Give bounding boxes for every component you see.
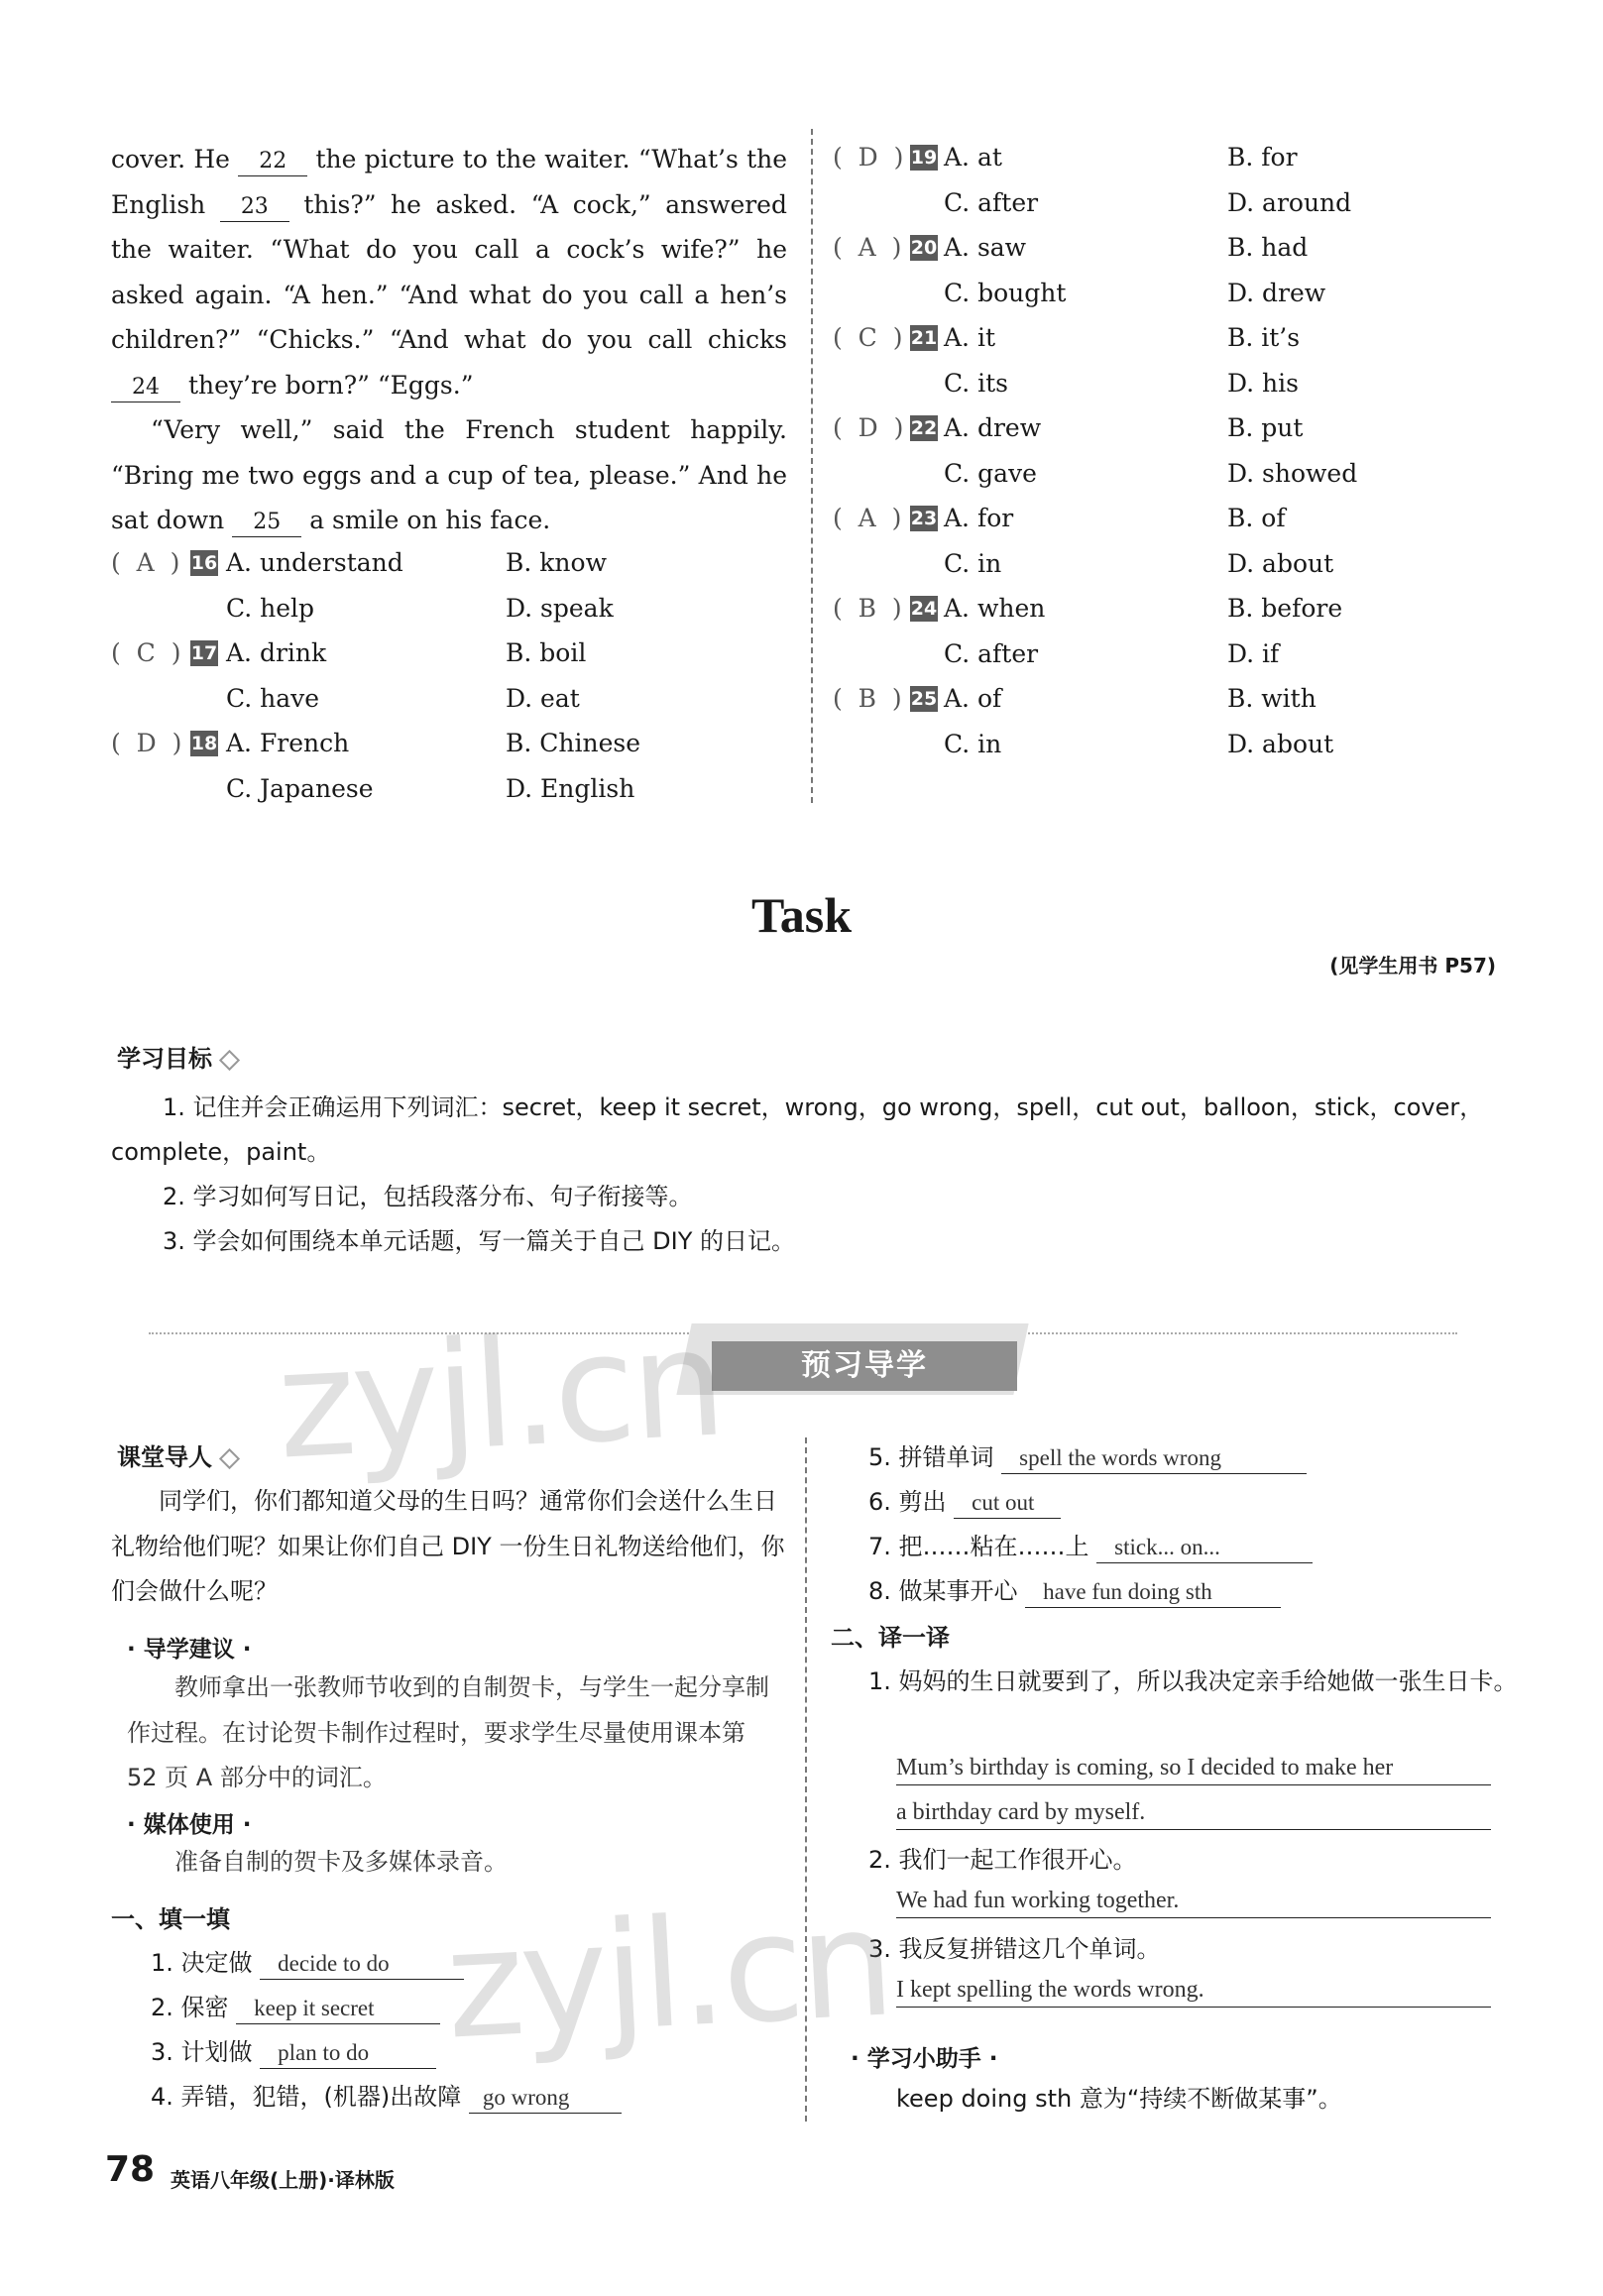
- question-number: 22: [910, 417, 938, 439]
- translate-prompt: 3. 我反复拼错这几个单词。: [868, 1935, 1161, 1963]
- helper-text: keep doing sth 意为“持续不断做某事”。: [896, 2085, 1342, 2113]
- question-21: [833, 315, 1507, 405]
- question-20: [833, 225, 1507, 315]
- passage-text: they’re born?” “Eggs.”: [187, 370, 474, 400]
- option-d[interactable]: D. about: [1227, 548, 1334, 578]
- blank-24: 24: [111, 374, 180, 402]
- passage-text: this?” he asked. “A cock,” answered the waiter. “What do you call a cock’s wife?” he asked again. “A hen.” “And what do you call a hen’s children?” “Chicks.” “And what do you call chicks: [111, 189, 787, 354]
- passage-text: cover. He: [111, 145, 230, 173]
- fill-answer[interactable]: decide to do: [260, 1949, 464, 1980]
- answer-paren: ( D ): [833, 413, 904, 442]
- fill-answer[interactable]: plan to do: [260, 2038, 436, 2069]
- question-number: 21: [910, 327, 938, 349]
- option-a[interactable]: A. for: [944, 504, 1014, 532]
- fill-label: 4. 弄错，犯错，(机器)出故障: [151, 2083, 462, 2111]
- question-number: 18: [190, 733, 218, 754]
- answer-paren: ( B ): [833, 684, 902, 713]
- option-a[interactable]: A. when: [944, 594, 1046, 623]
- fill-item: [868, 1482, 1061, 1522]
- answer-paren: ( A ): [833, 233, 902, 262]
- option-a[interactable]: A. French: [226, 729, 350, 757]
- translate-answer[interactable]: Mum’s birthday is coming, so I decided to make her: [896, 1751, 1491, 1785]
- fill-item: [151, 2032, 436, 2072]
- option-d[interactable]: D. about: [1227, 729, 1334, 758]
- option-a[interactable]: A. it: [944, 323, 995, 352]
- option-b[interactable]: B. had: [1227, 233, 1309, 262]
- fill-item: [868, 1571, 1281, 1611]
- answer-paren: ( B ): [833, 594, 902, 623]
- passage-paragraph-2: [111, 407, 787, 543]
- option-c[interactable]: C. bought: [944, 278, 1067, 307]
- goals-heading: 学习目标: [117, 1039, 237, 1074]
- blank-22: 22: [238, 148, 307, 176]
- fill-label: 3. 计划做: [151, 2038, 253, 2066]
- section-banner: 预习导学: [712, 1341, 1017, 1391]
- question-25: [833, 676, 1507, 766]
- fill-item: [868, 1527, 1313, 1566]
- diamond-icon: [219, 1447, 240, 1468]
- fill-label: 2. 保密: [151, 1994, 229, 2021]
- question-number: 23: [910, 508, 938, 529]
- fill-label: 8. 做某事开心: [868, 1577, 1018, 1605]
- blank-25: 25: [232, 509, 301, 537]
- question-24: [833, 586, 1507, 676]
- question-number: 16: [190, 552, 218, 574]
- fill-heading: 一、填一填: [111, 1905, 230, 1933]
- tip-text: 教师拿出一张教师节收到的自制贺卡，与学生一起分享制作过程。在讨论贺卡制作过程时，要求学生尽量使用课本第 52 页 A 部分中的词汇。: [127, 1673, 769, 1791]
- fill-label: 5. 拼错单词: [868, 1443, 994, 1471]
- watermark: zyjl.cn: [441, 1877, 895, 2073]
- fill-answer[interactable]: have fun doing sth: [1025, 1577, 1281, 1608]
- option-d[interactable]: D. eat: [506, 683, 580, 713]
- reading-passage: [111, 137, 787, 543]
- option-d[interactable]: D. around: [1227, 187, 1352, 217]
- goal-item: 3. 学会如何围绕本单元话题，写一篇关于自己 DIY 的日记。: [163, 1227, 796, 1255]
- option-c[interactable]: C. Japanese: [226, 773, 374, 803]
- answer-paren: ( A ): [111, 548, 180, 577]
- fill-item: [151, 1943, 464, 1983]
- option-a[interactable]: A. drew: [944, 413, 1042, 442]
- option-b[interactable]: B. with: [1227, 684, 1317, 713]
- fill-label: 1. 决定做: [151, 1949, 253, 1977]
- fill-label: 6. 剪出: [868, 1488, 947, 1516]
- goal-item: 1. 记住并会正确运用下列词汇：secret，keep it secret，wrong，go wrong，spell，cut out，balloon，stick，cover，complete，paint。: [111, 1093, 1484, 1166]
- fill-answer[interactable]: keep it secret: [236, 1994, 440, 2024]
- option-c[interactable]: C. after: [944, 187, 1039, 217]
- option-a[interactable]: A. at: [944, 143, 1002, 172]
- option-d[interactable]: D. drew: [1227, 278, 1326, 307]
- option-d[interactable]: D. speak: [506, 593, 614, 623]
- fill-answer[interactable]: stick... on...: [1096, 1533, 1313, 1563]
- page-number: 78: [105, 2149, 156, 2190]
- question-number: 24: [910, 598, 938, 620]
- answer-paren: ( A ): [833, 504, 902, 532]
- translate-prompt: 2. 我们一起工作很开心。: [868, 1846, 1137, 1874]
- fill-item: [868, 1437, 1307, 1477]
- option-b[interactable]: B. boil: [506, 638, 587, 667]
- page-reference: (见学生用书 P57): [1329, 954, 1496, 977]
- section-title: Task: [750, 887, 853, 943]
- option-c[interactable]: C. in: [944, 548, 1002, 578]
- question-22: [833, 405, 1507, 496]
- question-17: [111, 631, 787, 721]
- fill-answer[interactable]: cut out: [954, 1488, 1061, 1519]
- option-a[interactable]: A. understand: [226, 548, 403, 577]
- tip-title: · 媒体使用 ·: [127, 1812, 252, 1838]
- column-divider: [811, 129, 813, 803]
- option-d[interactable]: D. English: [506, 773, 635, 803]
- question-18: [111, 721, 787, 811]
- option-b[interactable]: B. before: [1227, 594, 1343, 623]
- blank-23: 23: [220, 193, 289, 222]
- option-b[interactable]: B. of: [1227, 504, 1286, 532]
- question-number: 17: [190, 642, 218, 664]
- helper-title: · 学习小助手 ·: [851, 2046, 998, 2072]
- diamond-icon: [219, 1049, 240, 1070]
- option-c[interactable]: C. gave: [944, 458, 1037, 488]
- tip-text: 准备自制的贺卡及多媒体录音。: [174, 1848, 508, 1876]
- option-b[interactable]: B. put: [1227, 413, 1304, 442]
- option-d[interactable]: D. his: [1227, 368, 1299, 398]
- option-b[interactable]: B. know: [506, 548, 607, 577]
- intro-text: 同学们，你们都知道父母的生日吗？通常你们会送什么生日礼物给他们呢？如果让你们自己 DIY 一份生日礼物送给他们，你们会做什么呢？: [111, 1487, 785, 1605]
- option-b[interactable]: B. Chinese: [506, 729, 641, 757]
- fill-item: [151, 1988, 440, 2027]
- fill-answer[interactable]: spell the words wrong: [1001, 1443, 1307, 1474]
- question-number: 19: [910, 147, 938, 169]
- book-title: 英语八年级(上册)·译林版: [171, 2168, 395, 2192]
- option-a[interactable]: A. of: [944, 684, 1002, 713]
- option-c[interactable]: C. have: [226, 683, 320, 713]
- question-23: [833, 496, 1507, 586]
- goal-item: 2. 学习如何写日记，包括段落分布、句子衔接等。: [163, 1183, 693, 1210]
- answer-paren: ( D ): [833, 143, 904, 172]
- question-number: 25: [910, 688, 938, 710]
- fill-item: [151, 2077, 622, 2117]
- option-b[interactable]: B. for: [1227, 143, 1298, 172]
- passage-text: a smile on his face.: [309, 506, 551, 534]
- option-b[interactable]: B. it’s: [1227, 323, 1301, 352]
- answer-paren: ( D ): [111, 729, 182, 757]
- option-c[interactable]: C. after: [944, 638, 1039, 668]
- answer-paren: ( C ): [111, 638, 181, 667]
- option-d[interactable]: D. showed: [1227, 458, 1358, 488]
- intro-heading: 课堂导人: [117, 1437, 237, 1472]
- tip-title: · 导学建议 ·: [127, 1637, 252, 1663]
- fill-answer[interactable]: go wrong: [469, 2083, 622, 2114]
- watermark: zyjl.cn: [273, 1297, 727, 1493]
- question-19: [833, 135, 1507, 225]
- translate-answer[interactable]: I kept spelling the words wrong.: [896, 1973, 1491, 2008]
- option-a[interactable]: A. drink: [226, 638, 327, 667]
- translate-heading: 二、译一译: [831, 1624, 950, 1652]
- option-d[interactable]: D. if: [1227, 638, 1280, 668]
- option-c[interactable]: C. its: [944, 368, 1009, 398]
- translate-answer[interactable]: We had fun working together.: [896, 1884, 1491, 1918]
- translate-answer[interactable]: a birthday card by myself.: [896, 1795, 1491, 1830]
- question-number: 20: [910, 237, 938, 259]
- translate-prompt: 1. 妈妈的生日就要到了，所以我决定亲手给她做一张生日卡。: [868, 1667, 1518, 1695]
- fill-label: 7. 把……粘在……上: [868, 1533, 1089, 1560]
- passage-text: “Very well,” said the French student happily. “Bring me two eggs and a cup of tea, please.” And he sat down: [111, 415, 787, 534]
- passage-paragraph-1: [111, 137, 787, 407]
- option-c[interactable]: C. help: [226, 593, 315, 623]
- answer-paren: ( C ): [833, 323, 903, 352]
- option-a[interactable]: A. saw: [944, 233, 1027, 262]
- question-16: [111, 540, 787, 631]
- option-c[interactable]: C. in: [944, 729, 1002, 758]
- passage-text: the picture to the waiter. “What’s the English: [111, 145, 788, 219]
- goals-list: [111, 1086, 1489, 1264]
